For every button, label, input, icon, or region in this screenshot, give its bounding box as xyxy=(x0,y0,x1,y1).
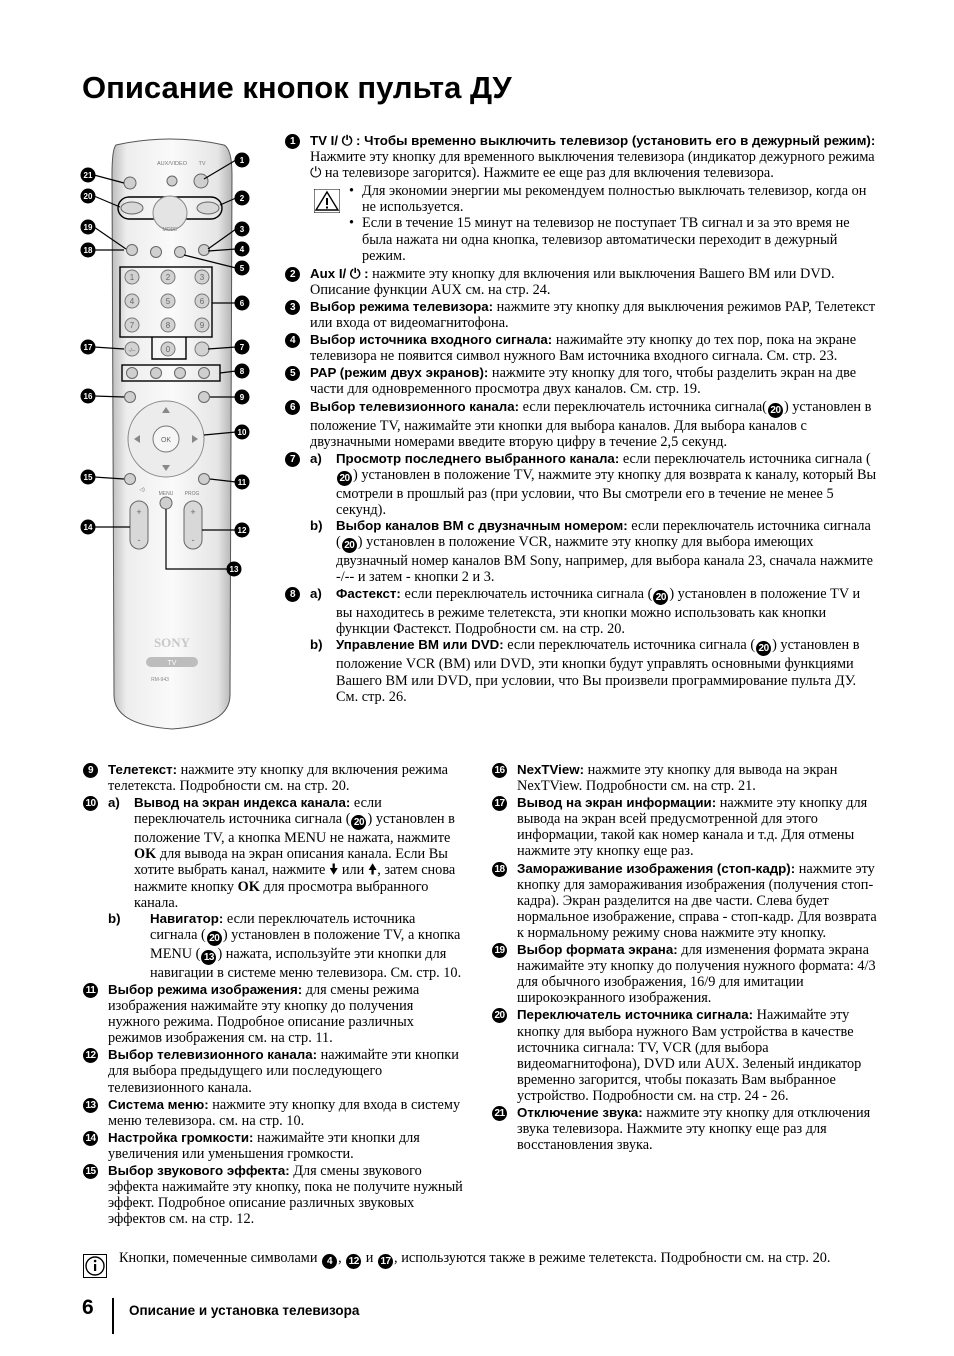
item-9 xyxy=(83,762,465,794)
subitem-a xyxy=(310,586,877,637)
info-note xyxy=(83,1248,883,1269)
item-body: ) установлен в положение TV, а кнопка MENU ( xyxy=(150,926,461,962)
reference-number: 20 xyxy=(756,641,771,656)
subitem-a xyxy=(310,451,877,518)
item-10 xyxy=(83,795,465,981)
item-body: , затем снова нажмите кнопку xyxy=(134,862,456,895)
item-number: 17 xyxy=(492,796,507,811)
item-20 xyxy=(492,1007,877,1104)
subitem-label: b) xyxy=(310,517,323,533)
callout-3: 3 xyxy=(239,225,245,234)
item-heading: Выбор звукового эффекта: xyxy=(108,1162,290,1178)
callout-2: 2 xyxy=(239,194,245,203)
item-body: если переключатель источника сигнала( xyxy=(519,398,767,415)
note-text-part: , используются также в режиме телетекста. Подробности см. на стр. 20. xyxy=(394,1250,831,1266)
item-body: нажмите эту кнопку для отключения звука телевизора. Нажмите эту кнопку еще раз для восстановления звука. xyxy=(517,1104,871,1154)
callout-6: 6 xyxy=(239,299,245,308)
item-body: Нажмите эту кнопку для временного выключения телевизора (индикатор дежурного режима ⏻ на телевизоре загорится). Нажмите ее еще раз для включения телевизора. xyxy=(310,149,875,182)
item-body: ) установлен в положение VCR, нажмите эту кнопку для выбора имеющих двузначный номер каналов ВМ Sony, например, для выбора канала 23, сначала нажмите -/-- и затем - кнопки 2 и 3. xyxy=(336,534,874,586)
reference-number: 20 xyxy=(207,931,222,946)
reference-number: 17 xyxy=(378,1254,393,1269)
item-3 xyxy=(285,299,877,331)
subitem-label: b) xyxy=(108,910,121,926)
reference-number: 13 xyxy=(201,950,216,965)
callout-21: 21 xyxy=(83,171,93,180)
digit-1: 1 xyxy=(129,273,135,282)
callout-19: 19 xyxy=(83,223,93,232)
item-number: 5 xyxy=(285,366,300,381)
menu-label: MENU xyxy=(158,491,174,497)
callout-20: 20 xyxy=(83,192,93,201)
subitem-label: b) xyxy=(310,637,323,653)
ok-button-ref: OK xyxy=(134,846,157,863)
subitem-label: a) xyxy=(108,795,120,811)
arrow-down-icon: 🠟 xyxy=(328,862,339,879)
item-body: для изменения формата экрана нажимайте эту кнопку до получения нужного формата: 4/3 для обычного изображения, 16/9 для имитации широкоэкранного изображения. xyxy=(517,942,876,1007)
item-body: ) установлен в положение TV и вы находитесь в режиме телетекста, эти кнопки можно использовать как кнопки функции Фастекст. Подробности см. на стр. 20. xyxy=(336,586,861,638)
ok-button-ref: OK xyxy=(237,878,260,895)
item-body: нажмите эту кнопку для выключения режимов PAP, Телетекст или входа от видеомагнитофона. xyxy=(310,298,876,332)
brand-logo: SONY xyxy=(153,635,191,650)
callout-11: 11 xyxy=(237,478,247,487)
item-body: если переключатель источника сигнала ( xyxy=(503,637,756,654)
subitem-a xyxy=(108,795,465,911)
note-text-part: Кнопки, помеченные символами xyxy=(119,1250,322,1266)
item-body: нажмите эту кнопку для вывода на экран NexTView. Подробности см. на стр. 21. xyxy=(517,762,838,795)
note-text-part: и xyxy=(362,1250,378,1266)
item-number: 8 xyxy=(285,587,300,602)
digit-8: 8 xyxy=(165,321,171,330)
digit-0: 0 xyxy=(165,345,171,354)
item-heading: Выбор источника входного сигнала: xyxy=(310,332,553,348)
item-body: для вывода на экран описания канала. Если Вы хотите выбрать канал, нажмите xyxy=(134,846,448,879)
item-5 xyxy=(285,365,877,397)
item-number: 4 xyxy=(285,333,300,348)
item-body: нажмите эту кнопку для входа в систему меню телевизора. см. на стр. 10. xyxy=(108,1096,461,1129)
callout-14: 14 xyxy=(83,523,93,532)
item-heading: TV I/ ⏻ : Чтобы временно выключить телевизор (установить его в дежурный режим): xyxy=(310,133,876,148)
item-11 xyxy=(83,982,465,1046)
digit-3: 3 xyxy=(199,273,205,282)
warning-block xyxy=(310,183,877,263)
svg-text:◁): ◁) xyxy=(139,487,145,493)
item-body: если переключатель источника сигнала ( xyxy=(619,450,871,467)
item-heading: Вывод на экран индекса канала: xyxy=(134,795,351,811)
warning-bullet: • Если в течение 15 минут на телевизор не поступает ТВ сигнал и за это время не была нажата ни одна кнопка, телевизор автоматически переходит в дежурный режим. xyxy=(348,215,877,263)
callout-5: 5 xyxy=(239,264,245,273)
item-number: 21 xyxy=(492,1106,507,1121)
ok-label: OK xyxy=(160,437,172,444)
item-14 xyxy=(83,1130,465,1162)
item-number: 19 xyxy=(492,943,507,958)
item-1 xyxy=(285,133,877,264)
item-body: нажимайте эти кнопки для выбора предыдущего или последующего телевизионного канала. xyxy=(108,1047,459,1096)
aux-video-label: AUX/VIDEO xyxy=(157,161,187,167)
mode-label: MODE xyxy=(162,227,178,233)
callout-7: 7 xyxy=(239,343,245,352)
item-body: ) нажата, используйте эти кнопки для навигации в системе меню телевизора. См. стр. 10. xyxy=(150,945,462,981)
item-8 xyxy=(285,586,877,704)
callout-1: 1 xyxy=(239,156,245,165)
item-number: 3 xyxy=(285,300,300,315)
reference-number: 12 xyxy=(346,1254,361,1269)
item-heading: Замораживание изображения (стоп-кадр): xyxy=(517,860,796,876)
item-heading: Выбор телевизионного канала: xyxy=(108,1047,318,1063)
item-body: ) установлен в положение VCR (ВМ) или DVD, эти кнопки будут управлять основными функциями Вашего ВМ или DVD, при условии, что Вы произвели программирование пульта ДУ. См. стр. 26. xyxy=(336,637,860,705)
item-body: ) установлен в положение TV, а кнопка MENU не нажата, нажмите xyxy=(134,811,455,847)
item-number: 9 xyxy=(83,763,98,778)
reference-number: 20 xyxy=(653,590,668,605)
note-text xyxy=(83,1248,883,1269)
item-body: нажмите эту кнопку для включения или выключения Вашего ВМ или DVD. Описание функции AUX см. на стр. 24. xyxy=(310,265,835,298)
item-body: для смены режима изображения нажимайте эту кнопку до получения нужного режима. Подробное описание различных режимов изображения см. на стр. 11. xyxy=(108,981,420,1047)
item-body: если переключатель источника сигнала ( xyxy=(400,586,653,603)
item-16 xyxy=(492,762,877,794)
callout-16: 16 xyxy=(83,392,93,401)
reference-number: 20 xyxy=(337,471,352,486)
item-13 xyxy=(83,1097,465,1129)
item-heading: Выбор режима изображения: xyxy=(108,981,303,997)
page-number: 6 xyxy=(82,1296,94,1319)
subitem-b xyxy=(310,518,877,585)
digit-9: 9 xyxy=(199,321,205,330)
item-12 xyxy=(83,1047,465,1095)
digit-7: 7 xyxy=(129,321,135,330)
item-heading: Просмотр последнего выбранного канала: xyxy=(336,450,620,466)
item-15 xyxy=(83,1163,465,1227)
remote-control-illustration xyxy=(80,135,260,733)
item-17 xyxy=(492,795,877,859)
callout-13: 13 xyxy=(229,565,239,574)
item-18 xyxy=(492,861,877,941)
item-body: нажмите эту кнопку для вывода на экран всей предусмотренной для этого информации, такой как номер канала и т.д. Для отмены нажмите эту кнопку еще раз. xyxy=(517,795,868,860)
callout-17: 17 xyxy=(83,343,93,352)
item-body: ) установлен в положение TV, нажимайте эти кнопки для выбора каналов. Для выбора каналов с двузначными номерами введите вторую цифру в течение 2,5 секунд. xyxy=(310,398,872,450)
item-body: нажмите эту кнопку для включения режима телетекста. Подробности см. на стр. 20. xyxy=(108,762,449,795)
item-number: 10 xyxy=(83,796,98,811)
callout-10: 10 xyxy=(237,428,247,437)
info-icon xyxy=(83,1254,107,1278)
item-heading: Вывод на экран информации: xyxy=(517,795,717,811)
svg-text:-: - xyxy=(191,535,195,545)
svg-text:+: + xyxy=(136,507,142,517)
callout-12: 12 xyxy=(237,526,247,535)
item-heading: Выбор режима телевизора: xyxy=(310,298,494,314)
item-body: нажмите эту кнопку для того, чтобы разделить экран на две части для одновременного просмотра двух каналов. См. стр. 19. xyxy=(310,365,857,398)
reference-number: 20 xyxy=(351,815,366,830)
item-number: 16 xyxy=(492,763,507,778)
item-heading: Управление ВМ или DVD: xyxy=(336,637,504,653)
item-heading: Навигатор: xyxy=(150,910,224,926)
svg-text:-: - xyxy=(137,535,141,545)
subitem-b xyxy=(310,637,877,704)
item-number: 13 xyxy=(83,1098,98,1113)
arrow-up-icon: 🠝 xyxy=(367,862,378,879)
callout-4: 4 xyxy=(239,245,245,254)
item-heading: Отключение звука: xyxy=(517,1104,643,1120)
item-7 xyxy=(285,451,877,586)
item-body: если переключатель источника сигнала ( xyxy=(134,795,382,828)
warning-bullet: • Для экономии энергии мы рекомендуем полностью выключать телевизор, когда он не используется. xyxy=(348,183,877,215)
item-body: ) установлен в положение TV, нажмите эту кнопку для возврата к каналу, который Вы смотрели в прошлый раз (при условии, что Вы смотрели его в течение не менее 5 секунд). xyxy=(336,466,877,518)
reference-number: 20 xyxy=(768,403,783,418)
item-body: для просмотра выбранного канала. xyxy=(134,878,429,911)
item-number: 18 xyxy=(492,862,507,877)
item-number: 6 xyxy=(285,400,300,415)
tv-power-label: TV xyxy=(198,161,206,167)
subitem-label: a) xyxy=(310,450,322,466)
item-body: Нажимайте эту кнопку для выбора нужного Вам устройства в качестве источника сигнала: TV, VCR (для выбора видеомагнитофона), DVD или AUX. Зеленый индикатор временно загорится, чтобы показать Вам выбранное устройство. Подробности см. на стр. 24 - 26. xyxy=(517,1007,862,1104)
callout-9: 9 xyxy=(239,393,245,402)
item-heading: Выбор каналов ВМ с двузначным номером: xyxy=(336,517,628,533)
item-heading: Переключатель источника сигнала: xyxy=(517,1007,754,1023)
tv-badge: TV xyxy=(167,660,177,667)
digit-5: 5 xyxy=(165,297,171,306)
prog-label: PROG xyxy=(184,491,200,497)
item-19 xyxy=(492,942,877,1006)
page-title: Описание кнопок пульта ДУ xyxy=(82,70,512,105)
item-21 xyxy=(492,1105,877,1153)
item-heading: Выбор формата экрана: xyxy=(517,942,678,958)
item-heading: PAP (режим двух экранов): xyxy=(310,365,489,381)
item-number: 1 xyxy=(285,134,300,149)
callout-18: 18 xyxy=(83,246,93,255)
descriptions-mid-column xyxy=(492,762,877,1154)
item-body: Для смены звукового эффекта нажимайте эту кнопку, пока не получите нужный эффект. Подробное описание различных звуковых эффектов см. на стр. 12. xyxy=(108,1162,463,1228)
digit-dash: -/-- xyxy=(128,348,136,354)
item-4 xyxy=(285,332,877,364)
item-body: нажимайте эти кнопки для увеличения или уменьшения громкости. xyxy=(108,1129,420,1162)
item-heading: Фастекст: xyxy=(336,586,401,602)
descriptions-left-column xyxy=(83,762,465,1228)
model-label: RM-943 xyxy=(151,677,169,683)
item-number: 14 xyxy=(83,1131,98,1146)
reference-number: 20 xyxy=(342,538,357,553)
subitem-b xyxy=(108,911,465,981)
digit-2: 2 xyxy=(165,273,171,282)
note-text-part: , xyxy=(338,1250,346,1266)
item-heading: Настройка громкости: xyxy=(108,1129,254,1145)
descriptions-right-column xyxy=(285,133,877,706)
reference-number: 4 xyxy=(322,1254,337,1269)
item-number: 11 xyxy=(83,983,98,998)
footer-divider xyxy=(112,1298,114,1334)
callout-15: 15 xyxy=(83,473,93,482)
item-heading: Система меню: xyxy=(108,1096,209,1112)
digit-4: 4 xyxy=(129,297,135,306)
footer-section-title: Описание и установка телевизора xyxy=(129,1303,360,1318)
svg-text:+: + xyxy=(190,507,196,517)
item-body: нажимайте эту кнопку до тех пор, пока на экране телевизора не появится символ нужного Вам источника входного сигнала. См. стр. 23. xyxy=(310,332,857,365)
subitem-label: a) xyxy=(310,586,322,602)
warning-icon xyxy=(314,189,340,213)
item-heading: Телетекст: xyxy=(108,762,178,777)
item-number: 2 xyxy=(285,267,300,282)
item-heading: Aux I/ ⏻ : xyxy=(310,265,369,281)
callout-8: 8 xyxy=(239,367,245,376)
item-2 xyxy=(285,266,877,298)
item-number: 7 xyxy=(285,452,300,467)
item-body: если переключатель источника сигнала ( xyxy=(336,517,871,551)
item-number: 15 xyxy=(83,1164,98,1179)
digit-6: 6 xyxy=(199,297,205,306)
item-6 xyxy=(285,399,877,450)
item-body: или xyxy=(338,862,368,879)
item-heading: Выбор телевизионного канала: xyxy=(310,398,520,414)
item-number: 20 xyxy=(492,1008,507,1023)
item-body: если переключатель источника сигнала ( xyxy=(150,910,416,943)
item-number: 12 xyxy=(83,1048,98,1063)
item-body: нажмите эту кнопку для замораживания изображения (получения стоп-кадра). Экран разделится на две части. Слева будет нормальное изображение, справа - стоп-кадр. Для возврата к нормальному режиму снова нажмите эту кнопку. xyxy=(517,860,877,941)
item-heading: NexTView: xyxy=(517,762,585,777)
